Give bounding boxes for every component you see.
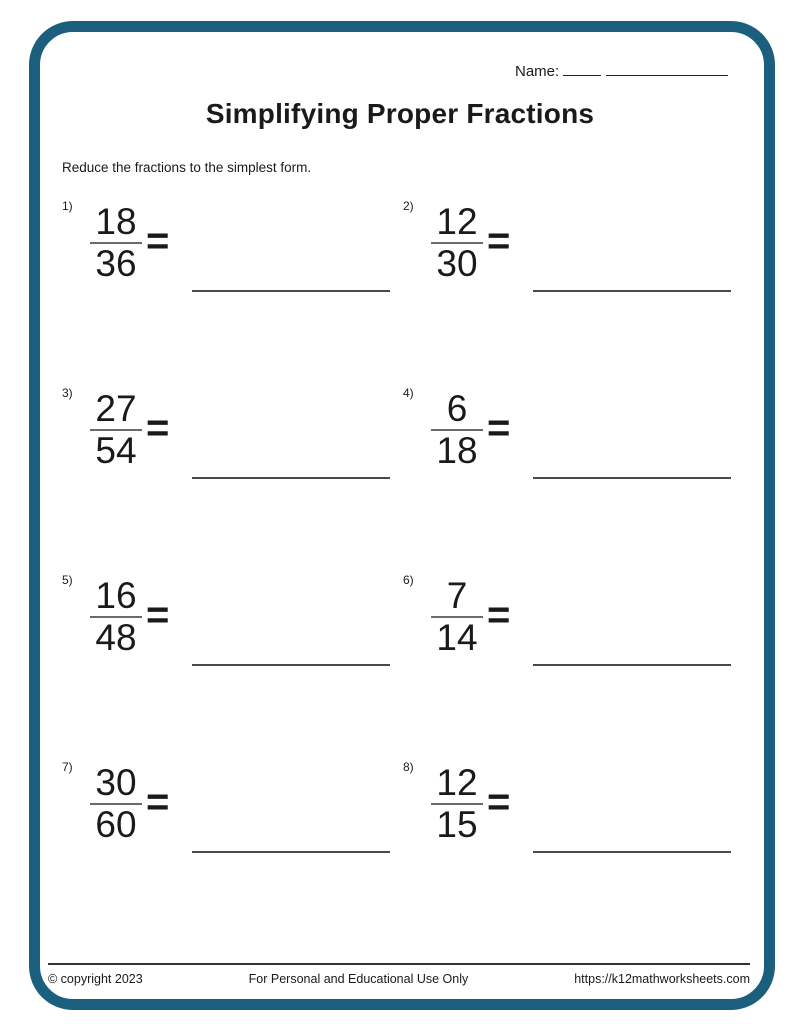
equals-sign: = [487,780,511,824]
fraction-numerator: 12 [436,762,478,803]
fraction [88,203,144,283]
fraction-denominator: 30 [436,243,478,284]
fraction [88,390,144,470]
fraction-denominator: 48 [95,617,137,658]
problem-4 [401,384,742,571]
fraction-denominator: 14 [436,617,478,658]
problem-number-label: 6) [403,573,414,587]
problem-6 [401,571,742,758]
problem-number-label: 1) [62,199,73,213]
problem-1 [60,197,401,384]
answer-blank-line[interactable] [192,252,390,292]
fraction [429,764,485,844]
equals-sign: = [487,219,511,263]
name-blank-field[interactable] [606,60,728,76]
problem-number-label: 3) [62,386,73,400]
fraction [429,203,485,283]
answer-blank-line[interactable] [533,813,731,853]
fraction-denominator: 18 [436,430,478,471]
answer-blank-line[interactable] [192,626,390,666]
fraction-denominator: 60 [95,804,137,845]
problem-5 [60,571,401,758]
fraction [429,577,485,657]
usage-text: For Personal and Educational Use Only [248,972,469,986]
problem-number-label: 8) [403,760,414,774]
fraction-numerator: 30 [95,762,137,803]
fraction-numerator: 7 [446,575,468,616]
answer-blank-line[interactable] [192,813,390,853]
fraction [429,390,485,470]
name-row [515,60,728,80]
answer-blank-line[interactable] [533,626,731,666]
website-url[interactable]: https://k12mathworksheets.com [574,972,750,986]
fraction-numerator: 27 [95,388,137,429]
problems-grid [60,197,742,945]
fraction-numerator: 16 [95,575,137,616]
copyright-text: © copyright 2023 [48,972,143,986]
fraction-denominator: 36 [95,243,137,284]
instruction-text: Reduce the fractions to the simplest form. [62,160,312,175]
equals-sign: = [487,593,511,637]
equals-sign: = [146,593,170,637]
fraction [88,577,144,657]
answer-blank-line[interactable] [533,439,731,479]
problem-8 [401,758,742,945]
fraction-numerator: 18 [95,201,137,242]
problem-number-label: 5) [62,573,73,587]
fraction-denominator: 54 [95,430,137,471]
problem-7 [60,758,401,945]
fraction-numerator: 6 [446,388,468,429]
page-title: Simplifying Proper Fractions [205,98,595,129]
equals-sign: = [146,406,170,450]
answer-blank-line[interactable] [192,439,390,479]
fraction-numerator: 12 [436,201,478,242]
equals-sign: = [487,406,511,450]
fraction-denominator: 15 [436,804,478,845]
problem-3 [60,384,401,571]
footer [48,972,750,986]
problem-2 [401,197,742,384]
equals-sign: = [146,780,170,824]
problem-number-label: 2) [403,199,414,213]
name-label: Name: [515,63,560,80]
footer-divider [48,963,750,965]
equals-sign: = [146,219,170,263]
problem-number-label: 7) [62,760,73,774]
problem-number-label: 4) [403,386,414,400]
name-blank-field[interactable] [563,60,601,76]
answer-blank-line[interactable] [533,252,731,292]
fraction [88,764,144,844]
